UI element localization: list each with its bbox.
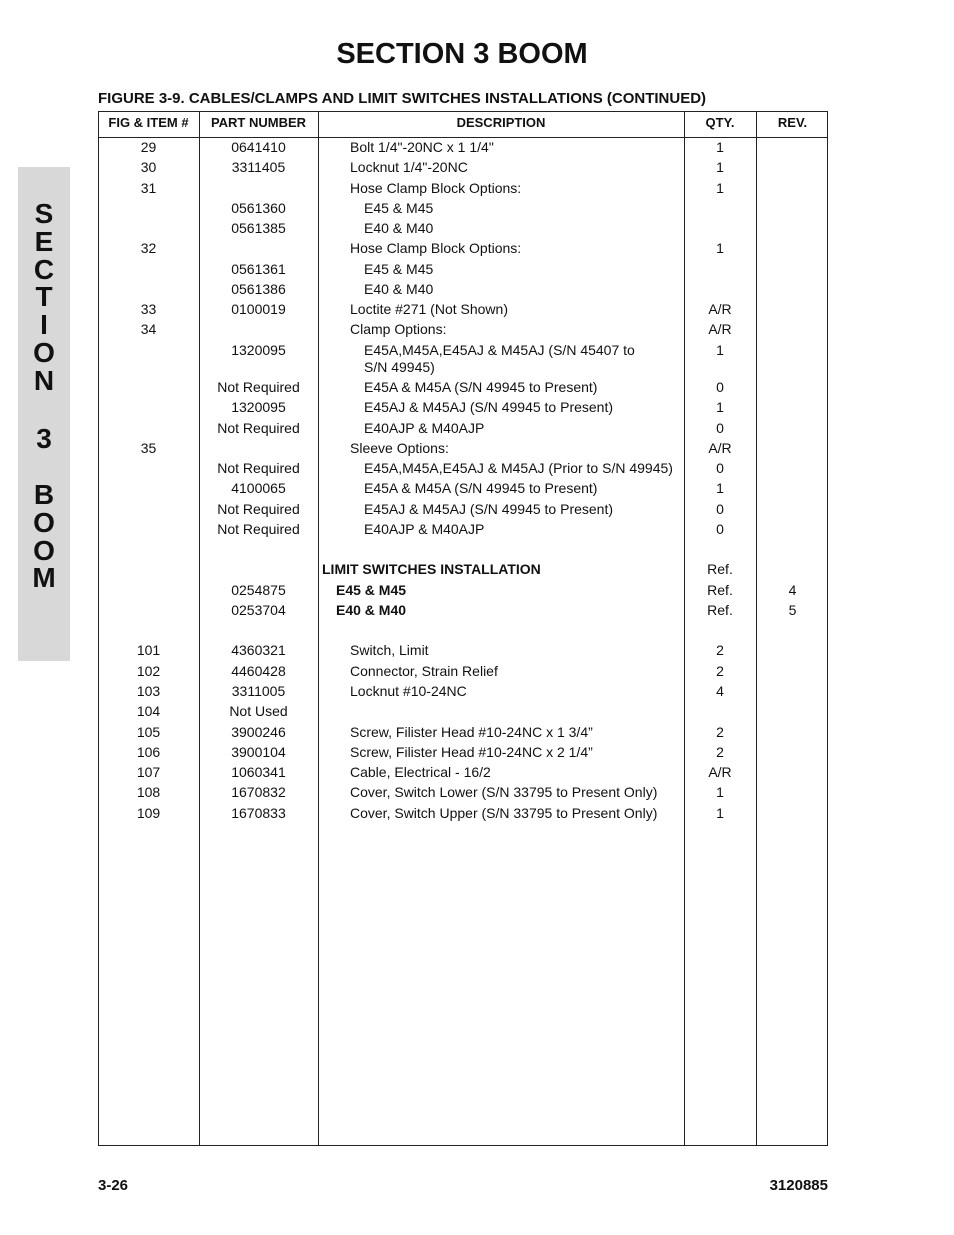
qty-cell: Ref.: [707, 582, 733, 598]
table-row: [98, 139, 828, 159]
qty-cell: 1: [716, 399, 724, 415]
qty-cell: 1: [716, 342, 724, 358]
part-number-cell: Not Required: [217, 521, 300, 537]
table-row: [98, 582, 828, 602]
side-tab-letter: O: [33, 337, 55, 368]
description-cell: Cable, Electrical - 16/2: [350, 764, 491, 780]
qty-cell: 2: [716, 744, 724, 760]
description-cell: E40AJP & M40AJP: [364, 420, 485, 436]
fig-item-cell: 32: [140, 240, 157, 256]
table-row: [98, 744, 828, 764]
description-cell: S/N 49945): [364, 359, 435, 375]
table-row: [98, 724, 828, 744]
table-row: [98, 501, 828, 521]
fig-item-cell: 34: [140, 321, 157, 337]
section-title: SECTION 3 BOOM: [336, 38, 588, 70]
description-cell: Sleeve Options:: [350, 440, 449, 456]
part-number-cell: 1060341: [231, 764, 286, 780]
fig-item-cell: 103: [136, 683, 161, 699]
part-number-cell: 1670833: [231, 805, 286, 821]
description-cell: E45A,M45A,E45AJ & M45AJ (Prior to S/N 49945): [364, 460, 673, 476]
fig-item-cell: 109: [136, 805, 161, 821]
qty-cell: 1: [716, 180, 724, 196]
qty-cell: 1: [716, 784, 724, 800]
part-number-cell: 4360321: [231, 642, 286, 658]
fig-item-cell: 108: [136, 784, 161, 800]
description-cell: E45 & M45: [364, 200, 434, 216]
qty-cell: A/R: [708, 321, 732, 337]
table-row: [98, 180, 828, 200]
qty-cell: 0: [716, 460, 724, 476]
qty-cell: 0: [716, 501, 724, 517]
description-cell: Cover, Switch Upper (S/N 33795 to Present Only): [350, 805, 658, 821]
qty-cell: Ref.: [707, 602, 733, 618]
fig-item-cell: 102: [136, 663, 161, 679]
description-cell: Connector, Strain Relief: [350, 663, 498, 679]
part-number-cell: Not Required: [217, 501, 300, 517]
table-row: [98, 683, 828, 703]
table-row: [98, 261, 828, 281]
fig-item-cell: 35: [140, 440, 157, 456]
table-row: [98, 480, 828, 500]
side-tab-letter: O: [33, 535, 55, 566]
description-cell: E45A,M45A,E45AJ & M45AJ (S/N 45407 to: [364, 342, 635, 358]
description-cell: E45 & M45: [364, 261, 434, 277]
side-tab-letter: T: [35, 281, 53, 312]
side-tab-letter: C: [33, 254, 55, 285]
part-number-cell: 0561361: [231, 261, 286, 277]
table-row: [98, 301, 828, 321]
description-cell: E40 & M40: [364, 220, 434, 236]
part-number-cell: 4460428: [231, 663, 286, 679]
part-number-cell: 1670832: [231, 784, 286, 800]
description-cell: E45 & M45: [336, 582, 407, 598]
fig-item-cell: 31: [140, 180, 157, 196]
qty-cell: 0: [716, 521, 724, 537]
part-number-cell: Not Required: [217, 379, 300, 395]
qty-cell: A/R: [708, 301, 732, 317]
qty-cell: 0: [716, 420, 724, 436]
side-tab-letter: O: [33, 507, 55, 538]
qty-cell: 1: [716, 805, 724, 821]
qty-cell: 1: [716, 139, 724, 155]
side-tab-letter: S: [34, 198, 54, 229]
table-row: [98, 521, 828, 541]
table-row: [98, 200, 828, 220]
rev-cell: 5: [788, 602, 797, 618]
part-number-cell: 0254875: [231, 582, 286, 598]
description-cell: E40 & M40: [364, 281, 434, 297]
part-number-cell: 0641410: [231, 139, 286, 155]
header-divider: [98, 137, 828, 138]
description-cell: E40 & M40: [336, 602, 407, 618]
part-number-cell: 3900104: [231, 744, 286, 760]
table-row: [98, 642, 828, 662]
part-number-cell: 0253704: [231, 602, 286, 618]
qty-cell: 0: [716, 379, 724, 395]
table-row: [98, 359, 828, 379]
fig-item-cell: 104: [136, 703, 161, 719]
fig-item-cell: 101: [136, 642, 161, 658]
part-number-cell: 1320095: [231, 342, 286, 358]
part-number-cell: 0561385: [231, 220, 286, 236]
description-cell: E45A & M45A (S/N 49945 to Present): [364, 379, 598, 395]
document-number: 3120885: [769, 1177, 828, 1194]
fig-item-cell: 29: [140, 139, 157, 155]
qty-cell: 2: [716, 642, 724, 658]
description-cell: E45AJ & M45AJ (S/N 49945 to Present): [364, 501, 614, 517]
fig-item-cell: 105: [136, 724, 161, 740]
header-qty: QTY.: [705, 115, 735, 130]
section-side-tab: [18, 167, 70, 661]
side-tab-letter: 3: [36, 423, 52, 454]
part-number-cell: Not Required: [217, 420, 300, 436]
table-row: [98, 440, 828, 460]
side-tab-letter: M: [32, 562, 56, 593]
part-number-cell: Not Used: [229, 703, 288, 719]
rev-cell: 4: [788, 582, 797, 598]
description-cell: Hose Clamp Block Options:: [350, 240, 522, 256]
side-tab-letter: I: [40, 309, 48, 340]
header-rev: REV.: [777, 115, 808, 130]
table-row: [98, 602, 828, 622]
page-number: 3-26: [98, 1177, 129, 1194]
table-row: [98, 240, 828, 260]
qty-cell: 1: [716, 240, 724, 256]
description-cell: Locknut 1/4"-20NC: [350, 159, 468, 175]
description-cell: Locknut #10-24NC: [350, 683, 467, 699]
qty-cell: 4: [716, 683, 724, 699]
part-number-cell: 1320095: [231, 399, 286, 415]
table-row: [98, 764, 828, 784]
part-number-cell: Not Required: [217, 460, 300, 476]
part-number-cell: 4100065: [231, 480, 286, 496]
header-part-number: PART NUMBER: [210, 115, 307, 130]
description-cell: Hose Clamp Block Options:: [350, 180, 522, 196]
table-row: [98, 703, 828, 723]
table-row: [98, 159, 828, 179]
description-cell: Screw, Filister Head #10-24NC x 1 3/4”: [350, 724, 593, 740]
table-row: [98, 220, 828, 240]
description-cell: LIMIT SWITCHES INSTALLATION: [322, 561, 541, 577]
description-cell: Switch, Limit: [350, 642, 429, 658]
description-cell: E40AJP & M40AJP: [364, 521, 485, 537]
qty-cell: A/R: [708, 440, 732, 456]
table-row: [98, 561, 828, 581]
side-tab-letter: E: [34, 226, 54, 257]
header-fig-item: FIG & ITEM #: [108, 115, 189, 130]
description-cell: Screw, Filister Head #10-24NC x 2 1/4”: [350, 744, 593, 760]
qty-cell: A/R: [708, 764, 732, 780]
part-number-cell: 3900246: [231, 724, 286, 740]
table-row: [98, 321, 828, 341]
table-row: [98, 805, 828, 825]
side-tab-letter: N: [33, 365, 55, 396]
qty-cell: 1: [716, 159, 724, 175]
fig-item-cell: 106: [136, 744, 161, 760]
description-cell: Bolt 1/4"-20NC x 1 1/4": [350, 139, 494, 155]
description-cell: Cover, Switch Lower (S/N 33795 to Present Only): [350, 784, 658, 800]
qty-cell: 1: [716, 480, 724, 496]
table-row: [98, 379, 828, 399]
table-row: [98, 460, 828, 480]
table-row: [98, 420, 828, 440]
fig-item-cell: 30: [140, 159, 157, 175]
description-cell: E45A & M45A (S/N 49945 to Present): [364, 480, 598, 496]
description-cell: E45AJ & M45AJ (S/N 49945 to Present): [364, 399, 614, 415]
qty-cell: Ref.: [707, 561, 733, 577]
fig-item-cell: 33: [140, 301, 157, 317]
part-number-cell: 0100019: [231, 301, 286, 317]
table-row: [98, 281, 828, 301]
description-cell: Loctite #271 (Not Shown): [350, 301, 508, 317]
side-tab-letter: B: [33, 479, 55, 510]
description-cell: Clamp Options:: [350, 321, 447, 337]
table-row: [98, 784, 828, 804]
figure-title: FIGURE 3-9. CABLES/CLAMPS AND LIMIT SWITCHES INSTALLATIONS (CONTINUED): [98, 90, 707, 107]
fig-item-cell: 107: [136, 764, 161, 780]
header-description: DESCRIPTION: [456, 115, 546, 130]
part-number-cell: 3311405: [231, 159, 286, 175]
table-row: [98, 399, 828, 419]
part-number-cell: 3311005: [231, 683, 286, 699]
qty-cell: 2: [716, 663, 724, 679]
qty-cell: 2: [716, 724, 724, 740]
table-row: [98, 663, 828, 683]
part-number-cell: 0561386: [231, 281, 286, 297]
part-number-cell: 0561360: [231, 200, 286, 216]
